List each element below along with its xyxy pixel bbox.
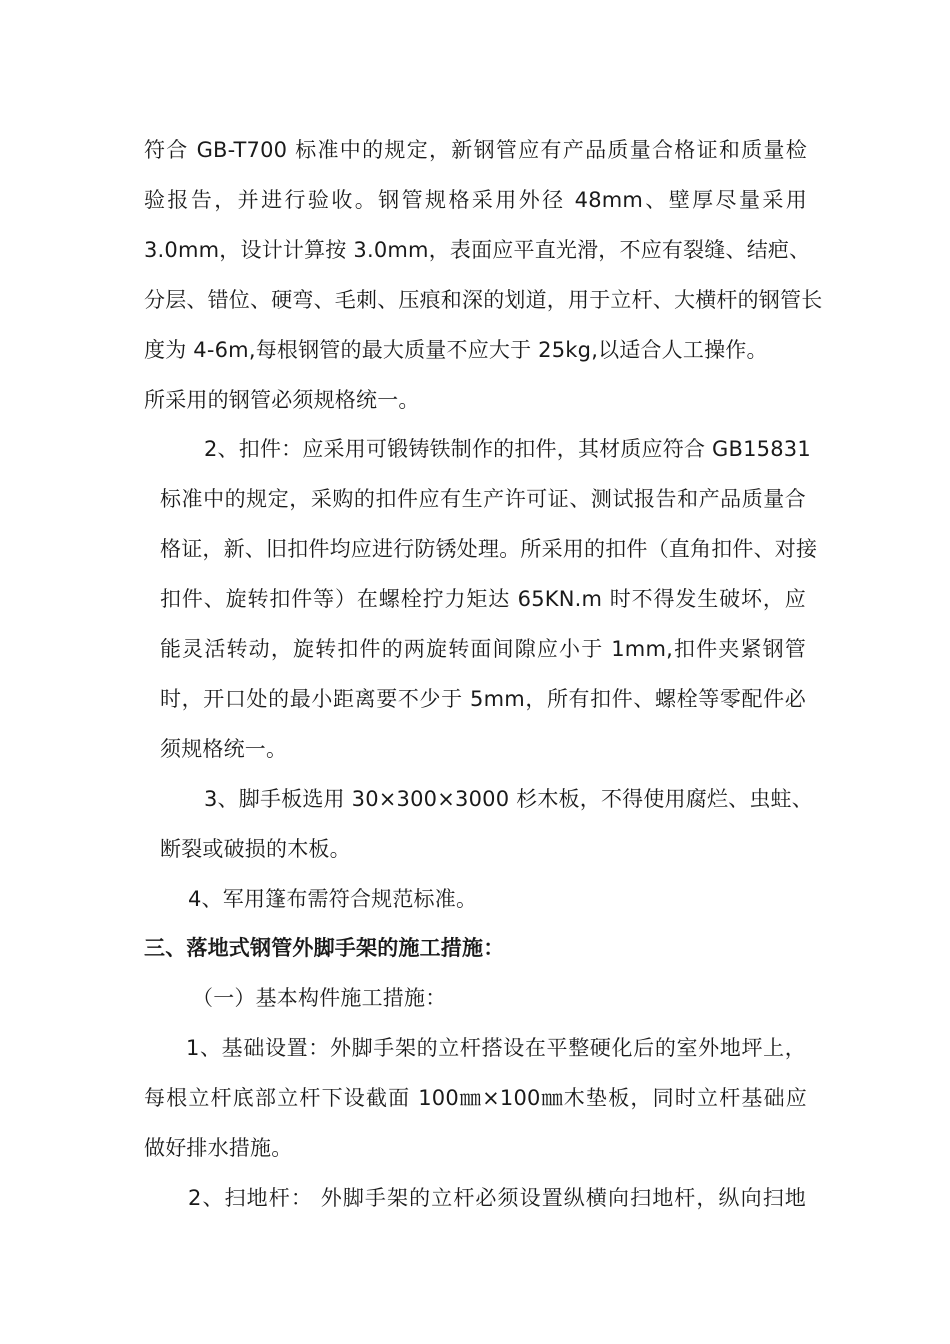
paragraph-line: 2、扫地杆： 外脚手架的立杆必须设置纵横向扫地杆，纵向扫地 [188,1186,806,1210]
paragraph-line: 时，开口处的最小距离要不少于 5mm，所有扣件、螺栓等零配件必 [160,687,806,711]
paragraph-line: 分层、错位、硬弯、毛刺、压痕和深的划道，用于立杆、大横杆的钢管长 [144,288,823,312]
paragraph-line: 1、基础设置：外脚手架的立杆搭设在平整硬化后的室外地坪上， [186,1036,806,1060]
paragraph-line: 验报告，并进行验收。钢管规格采用外径 48mm、壁厚尽量采用 [144,188,807,212]
paragraph-line: 4、军用篷布需符合规范标准。 [188,887,478,911]
subsection-heading: （一）基本构件施工措施： [192,986,447,1010]
paragraph-line: 符合 GB-T700 标准中的规定，新钢管应有产品质量合格证和质量检 [144,138,807,162]
section-heading: 三、落地式钢管外脚手架的施工措施： [144,936,505,960]
paragraph-line: 做好排水措施。 [144,1136,293,1160]
paragraph-line: 2、扣件：应采用可锻铸铁制作的扣件，其材质应符合 GB15831 [204,437,811,461]
paragraph-line: 标准中的规定，采购的扣件应有生产许可证、测试报告和产品质量合 [160,487,806,511]
paragraph-line: 能灵活转动，旋转扣件的两旋转面间隙应小于 1mm,扣件夹紧钢管 [160,637,806,661]
paragraph-line: 3、脚手板选用 30×300×3000 杉木板，不得使用腐烂、虫蛀、 [204,787,813,811]
paragraph-line: 所采用的钢管必须规格统一。 [144,388,420,412]
paragraph-line: 每根立杆底部立杆下设截面 100㎜×100㎜木垫板，同时立杆基础应 [144,1086,807,1110]
paragraph-line: 断裂或破损的木板。 [160,837,351,861]
paragraph-line: 扣件、旋转扣件等）在螺栓拧力矩达 65KN.m 时不得发生破坏，应 [160,587,806,611]
paragraph-line: 度为 4-6m,每根钢管的最大质量不应大于 25kg,以适合人工操作。 [144,338,768,362]
paragraph-line: 格证，新、旧扣件均应进行防锈处理。所采用的扣件（直角扣件、对接 [160,537,818,561]
paragraph-line: 3.0mm，设计计算按 3.0mm，表面应平直光滑，不应有裂缝、结疤、 [144,238,811,262]
paragraph-line: 须规格统一。 [160,737,288,761]
